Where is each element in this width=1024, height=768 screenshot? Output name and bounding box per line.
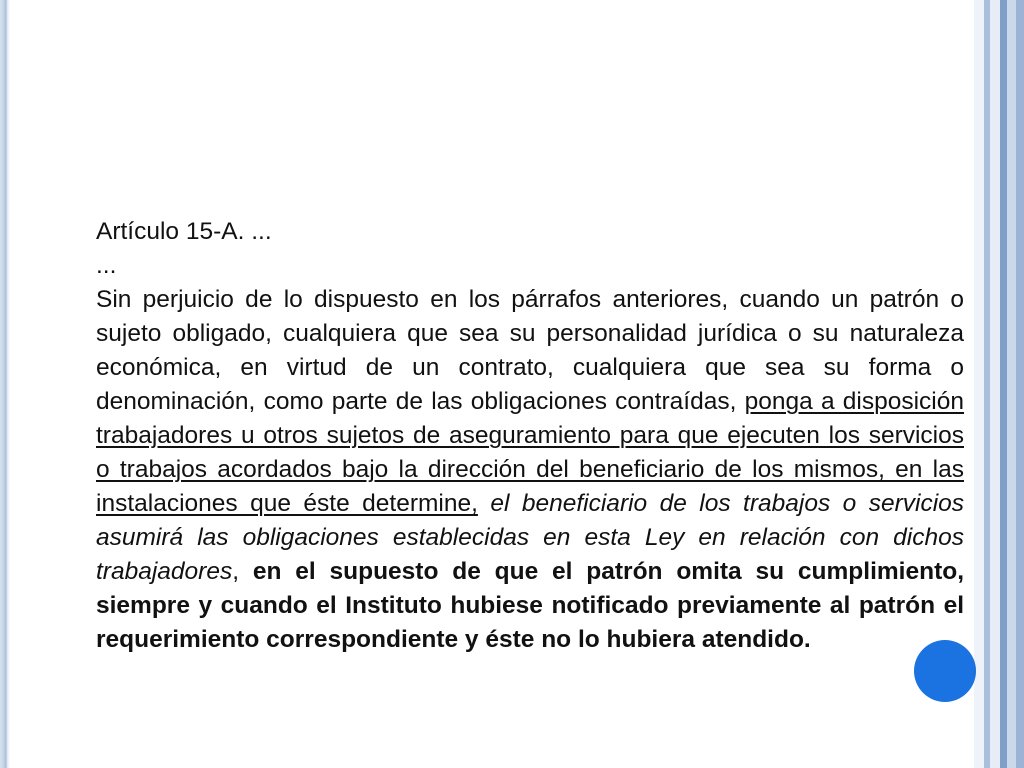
accent-circle xyxy=(914,640,976,702)
paragraph-bold-text: en el supuesto de que el patrón omita su cumplimiento, siempre y cuando el Instituto hubiese notificado previamente al patrón el requerimiento correspondiente y éste no lo hubiera atendido. xyxy=(96,558,964,653)
paragraph-comma: , xyxy=(232,558,253,585)
article-heading: Artículo 15-A. ... xyxy=(96,218,272,245)
paragraph-space xyxy=(478,490,490,517)
frame-stripe xyxy=(974,0,984,768)
slide-left-border xyxy=(0,0,10,768)
paragraph-underlined-text: ponga a disposición trabajadores u otros sujetos de aseguramiento para que ejecuten los servicios o trabajos acordados bajo la dirección del beneficiario de los mismos, en las instalaciones que éste determine, xyxy=(96,388,965,517)
frame-stripe xyxy=(1016,0,1024,768)
frame-stripe xyxy=(990,0,1000,768)
frame-stripe xyxy=(1000,0,1007,768)
paragraph-plain-text: Sin perjuicio de lo dispuesto en los párrafos anteriores, cuando un patrón o sujeto obligado, cualquiera que sea su personalidad jurídica o su naturaleza económica, en virtud de un contrato, cualquiera que sea su forma o denominación, como parte de las obligaciones contraídas, xyxy=(96,286,964,415)
slide-right-frame xyxy=(974,0,1024,768)
omitted-text-ellipsis: ... xyxy=(96,252,117,279)
article-paragraph xyxy=(96,283,964,657)
frame-stripe xyxy=(1007,0,1016,768)
slide-text-block xyxy=(96,215,964,657)
paragraph-italic-text: el beneficiario de los trabajos o servicios asumirá las obligaciones establecidas en esta Ley en relación con dichos trabajadores xyxy=(96,490,965,585)
